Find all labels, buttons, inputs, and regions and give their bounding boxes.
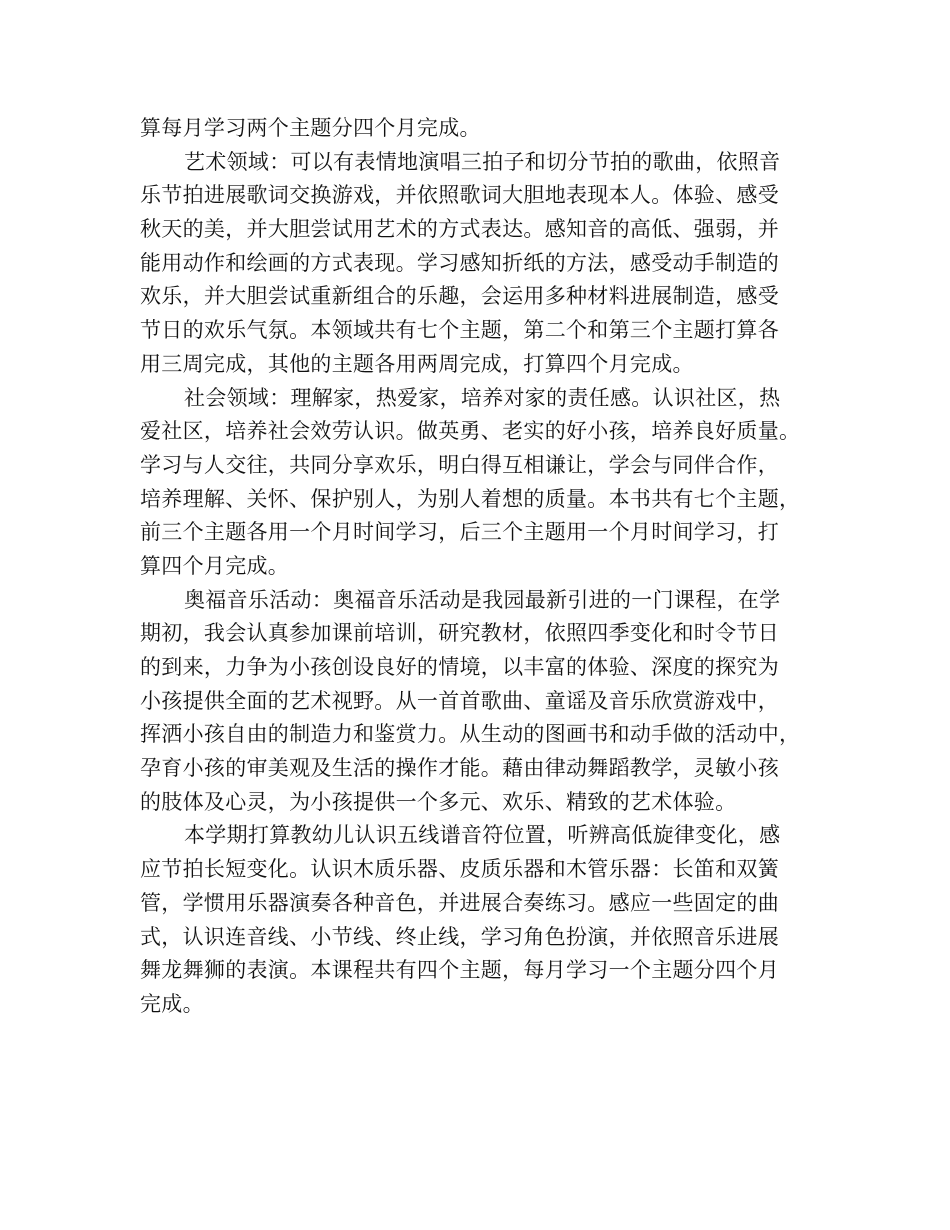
text-line: 学习与人交往，共同分享欢乐，明白得互相谦让，学会与同伴合作， xyxy=(140,452,779,477)
text-line: 的肢体及心灵，为小孩提供一个多元、欢乐、精致的艺术体验。 xyxy=(140,789,737,814)
text-line: 期初，我会认真参加课前培训，研究教材，依照四季变化和时令节日 xyxy=(140,621,779,646)
text-line: 算每月学习两个主题分四个月完成。 xyxy=(140,116,481,140)
text-line: 爱社区，培养社会效劳认识。做英勇、老实的好小孩，培养良好质量。 xyxy=(140,419,801,444)
text-line: 用三周完成，其他的主题各用两周完成，打算四个月完成。 xyxy=(140,351,694,376)
paragraph-first-line: 社会领域：理解家，热爱家，培养对家的责任感。认识社区，热 xyxy=(184,385,781,410)
text-line: 完成。 xyxy=(140,991,204,1016)
text-line: 式，认识连音线、小节线、终止线，学习角色扮演，并依照音乐进展 xyxy=(140,924,779,949)
text-line: 乐节拍进展歌词交换游戏，并依照歌词大胆地表现本人。体验、感受 xyxy=(140,183,779,208)
paragraph-first-line: 奥福音乐活动：奥福音乐活动是我园最新引进的一门课程，在学 xyxy=(184,587,781,612)
text-line: 秋天的美，并大胆尝试用艺术的方式表达。感知音的高低、强弱，并 xyxy=(140,217,779,242)
text-line: 舞龙舞狮的表演。本课程共有四个主题，每月学习一个主题分四个月 xyxy=(140,958,779,983)
paragraph-first-line: 艺术领域：可以有表情地演唱三拍子和切分节拍的歌曲，依照音 xyxy=(184,149,781,174)
paragraph-first-line: 本学期打算教幼儿认识五线谱音符位置，听辨高低旋律变化，感 xyxy=(184,823,781,848)
text-line: 的到来，力争为小孩创设良好的情境，以丰富的体验、深度的探究为 xyxy=(140,655,779,679)
text-line: 应节拍长短变化。认识木质乐器、皮质乐器和木管乐器：长笛和双簧 xyxy=(140,857,779,882)
text-line: 培养理解、关怀、保护别人，为别人着想的质量。本书共有七个主题， xyxy=(140,486,801,511)
text-line: 小孩提供全面的艺术视野。从一首首歌曲、童谣及音乐欣赏游戏中， xyxy=(140,688,779,713)
text-line: 管，学惯用乐器演奏各种音色，并进展合奏练习。感应一些固定的曲 xyxy=(140,890,779,915)
text-line: 前三个主题各用一个月时间学习，后三个主题用一个月时间学习，打 xyxy=(140,520,779,545)
text-line: 能用动作和绘画的方式表现。学习感知折纸的方法，感受动手制造的 xyxy=(140,250,779,275)
text-line: 节日的欢乐气氛。本领域共有七个主题，第二个和第三个主题打算各 xyxy=(140,318,779,343)
text-line: 算四个月完成。 xyxy=(140,553,290,578)
text-line: 挥洒小孩自由的制造力和鉴赏力。从生动的图画书和动手做的活动中， xyxy=(140,722,801,747)
text-line: 欢乐，并大胆尝试重新组合的乐趣，会运用多种材料进展制造，感受 xyxy=(140,284,779,309)
document-body xyxy=(140,112,812,1022)
text-line: 孕育小孩的审美观及生活的操作才能。藉由律动舞蹈教学，灵敏小孩 xyxy=(140,756,779,781)
